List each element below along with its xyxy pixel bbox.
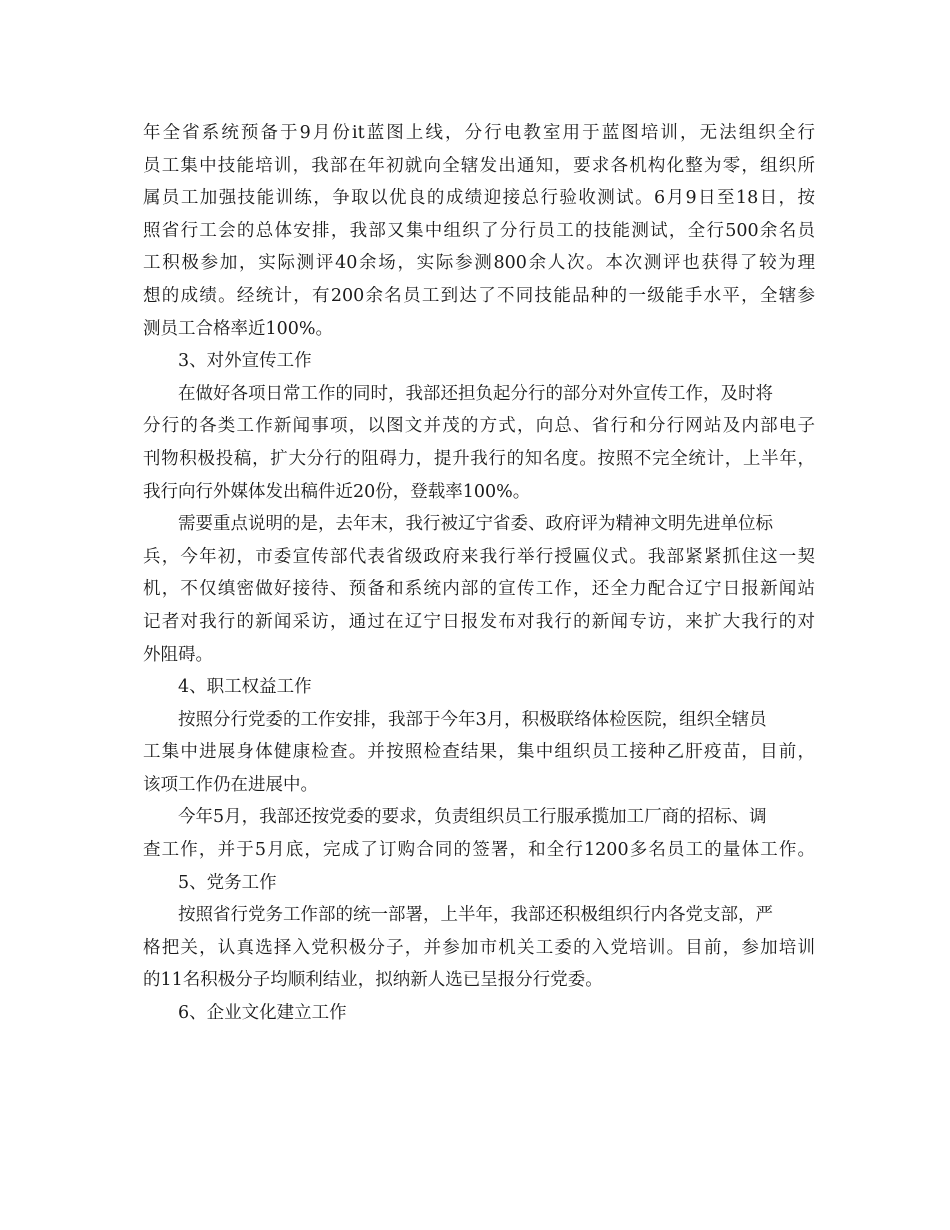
text-line: 今年5月，我部还按党委的要求，负责组织员工行服承揽加工厂商的招标、调 bbox=[178, 807, 767, 828]
text-line: 该项工作仍在进展中。 bbox=[143, 774, 318, 795]
text-line: 工积极参加，实际测评40余场，实际参测800余人次。本次测评也获得了较为理 bbox=[143, 253, 815, 274]
section-heading: 5、党务工作 bbox=[178, 872, 277, 893]
text-line: 年全省系统预备于9月份it蓝图上线，分行电教室用于蓝图培训，无法组织全行 bbox=[143, 123, 815, 143]
text-line: 属员工加强技能训练，争取以优良的成绩迎接总行验收测试。6月9日至18日，按 bbox=[143, 188, 815, 209]
text-line: 查工作，并于5月底，完成了订购合同的签署，和全行1200多名员工的量体工作。 bbox=[143, 840, 815, 861]
section-heading: 3、对外宣传工作 bbox=[178, 351, 312, 372]
section-heading: 6、企业文化建立工作 bbox=[178, 1003, 347, 1024]
text-line: 按照分行党委的工作安排，我部于今年3月，积极联络体检医院，组织全辖员 bbox=[178, 709, 767, 730]
text-line: 的11名积极分子均顺利结业，拟纳新人选已呈报分行党委。 bbox=[143, 970, 603, 991]
text-line: 兵，今年初，市委宣传部代表省级政府来我行举行授匾仪式。我部紧紧抓住这一契 bbox=[143, 546, 815, 567]
text-line: 想的成绩。经统计，有200余名员工到达了不同技能品种的一级能手水平，全辖参 bbox=[143, 285, 815, 306]
text-line: 分行的各类工作新闻事项，以图文并茂的方式，向总、省行和分行网站及内部电子 bbox=[143, 416, 815, 437]
text-line: 工集中进展身体健康检查。并按照检查结果，集中组织员工接种乙肝疫苗，目前， bbox=[143, 742, 815, 763]
text-line: 照省行工会的总体安排，我部又集中组织了分行员工的技能测试，全行500余名员 bbox=[143, 220, 815, 241]
text-line: 机，不仅缜密做好接待、预备和系统内部的宣传工作，还全力配合辽宁日报新闻站 bbox=[143, 579, 815, 600]
text-line: 外阻碍。 bbox=[143, 644, 213, 665]
text-line: 员工集中技能培训，我部在年初就向全辖发出通知，要求各机构化整为零，组织所 bbox=[143, 155, 815, 176]
text-line: 测员工合格率近100%。 bbox=[143, 318, 334, 339]
text-line: 需要重点说明的是，去年末，我行被辽宁省委、政府评为精神文明先进单位标 bbox=[178, 514, 773, 535]
text-line: 在做好各项日常工作的同时，我部还担负起分行的部分对外宣传工作，及时将 bbox=[178, 383, 773, 404]
document-body bbox=[143, 117, 815, 1030]
text-line: 我行向行外媒体发出稿件近20份，登载率100%。 bbox=[143, 481, 531, 502]
text-line: 记者对我行的新闻采访，通过在辽宁日报发布对我行的新闻专访，来扩大我行的对 bbox=[143, 611, 815, 632]
text-line: 格把关，认真选择入党积极分子，并参加市机关工委的入党培训。目前，参加培训 bbox=[143, 937, 815, 958]
text-line: 按照省行党务工作部的统一部署，上半年，我部还积极组织行内各党支部，严 bbox=[178, 905, 773, 926]
text-line: 刊物积极投稿，扩大分行的阻碍力，提升我行的知名度。按照不完全统计，上半年， bbox=[143, 448, 815, 469]
section-heading: 4、职工权益工作 bbox=[178, 677, 312, 698]
